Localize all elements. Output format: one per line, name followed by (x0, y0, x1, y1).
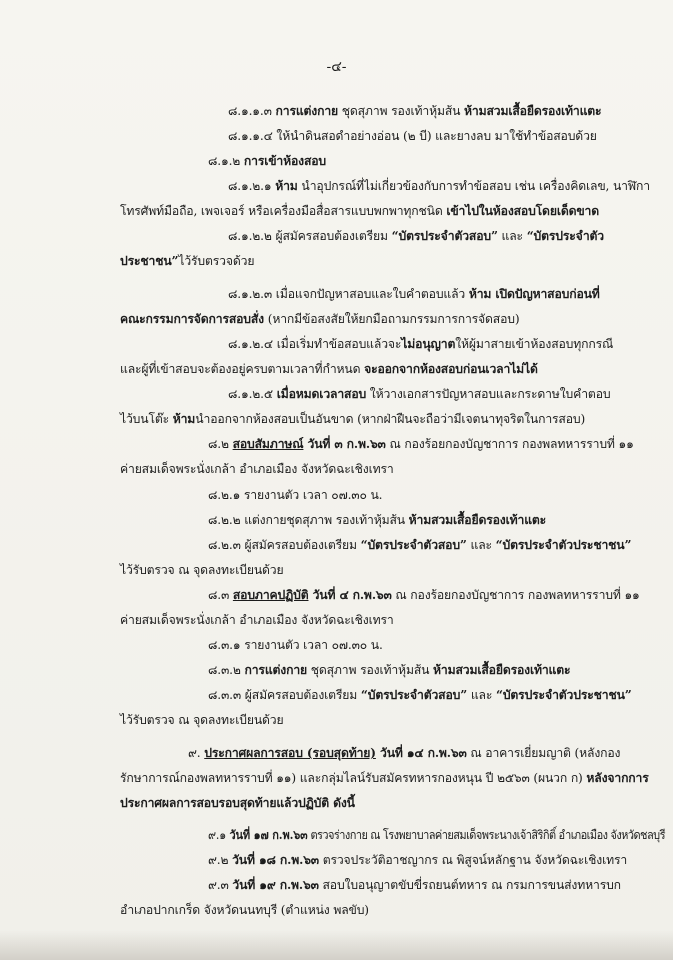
text-bold-underline: สอบภาคปฏิบัติ (232, 588, 309, 602)
text-bold: เมื่อหมดเวลาสอบ (276, 387, 367, 401)
text: ๘.๒ (208, 437, 233, 451)
line-8-3-2 (208, 662, 570, 678)
text: และ (497, 229, 527, 243)
text: และ (467, 688, 496, 702)
line-9-1 (208, 827, 665, 843)
line-8-2-1: ๘.๒.๑ รายงานตัว เวลา ๐๗.๓๐ น. (208, 488, 383, 502)
text: และผู้ที่เข้าสอบจะต้องอยู่ครบตามเวลาที่กำหนด (120, 362, 365, 376)
text-bold: ห้ามสวมเสื้อยืดรองเท้าแตะ (408, 513, 547, 527)
text: ตรวจร่างกาย ณ โรงพยาบาลค่ายสมเด็จพระนางเจ้าสิริกิติ์ อำเภอเมือง จังหวัดชลบุรี (307, 828, 665, 842)
text: (หากมีข้อสงสัยให้ยกมือถามกรรมการการจัดสอบ) (264, 312, 520, 326)
text-bold-underline: สอบสัมภาษณ์ (232, 437, 304, 451)
text-bold: การแต่งกาย (244, 663, 308, 677)
line-8-1-2-3-cont (120, 311, 519, 327)
text: ๘.๓.๒ (208, 663, 245, 677)
text-bold: วันที่ ๓ ก.พ.๖๓ (303, 437, 386, 451)
text-bold-underline: ประกาศผลการสอบ (รอบสุดท้าย) (204, 746, 376, 760)
text: ไว้รับตรวจด้วย (178, 254, 255, 268)
text: ๙. (188, 746, 205, 760)
text: ให้ผู้มาสายเข้าห้องสอบทุกกรณี (455, 337, 614, 351)
line-8-2-2 (208, 512, 546, 528)
text: ไว้บนโต๊ะ (120, 412, 173, 426)
text-bold: ห้าม (275, 179, 298, 193)
line-9-cont-1 (120, 770, 649, 786)
text-bold: “บัตรประจำตัวสอบ” (391, 229, 498, 243)
text-bold: ประชาชน” (120, 254, 179, 268)
line-8-1-1-4: ๘.๑.๑.๔ ให้นำดินสอดำอย่างอ่อน (๒ บี) และยางลบ มาใช้ทำข้อสอบด้วย (228, 129, 597, 143)
line-9-3-cont: อำเภอปากเกร็ด จังหวัดนนทบุรี (ตำแหน่ง พลขับ) (120, 903, 369, 917)
text-bold: ห้าม (172, 412, 196, 426)
text-bold: “บัตรประจำตัวประชาชน” (495, 538, 632, 552)
page-bottom-shadow (0, 930, 673, 960)
page-number: -๔- (326, 59, 347, 75)
text-bold: “บัตรประจำตัวสอบ” (360, 688, 468, 702)
line-8-1-2-4-cont (120, 361, 538, 377)
text-bold: ห้าม เปิดปัญหาสอบก่อนที่ (468, 287, 600, 301)
text-bold: วันที่ ๔ ก.พ.๖๓ (308, 588, 392, 602)
line-8-1-2-5 (228, 386, 610, 402)
text-bold: การเข้าห้องสอบ (243, 154, 327, 168)
line-8-3-1: ๘.๓.๑ รายงานตัว เวลา ๐๗.๓๐ น. (208, 638, 383, 652)
line-8-1-2-3 (228, 286, 600, 302)
text: ๘.๒.๓ ผู้สมัครสอบต้องเตรียม (208, 538, 361, 552)
text: ณ กองร้อยกองบัญชาการ กองพลทหารราบที่ ๑๑ (385, 437, 634, 451)
text: นำอุปกรณ์ที่ไม่เกี่ยวข้องกับการทำข้อสอบ เช่น เครื่องคิดเลข, นาฬิกา (297, 179, 650, 193)
line-9-3 (208, 877, 621, 893)
line-8-2-3 (208, 537, 631, 553)
text: ชุดสุภาพ รองเท้าหุ้มส้น (338, 104, 465, 118)
text-bold: จะออกจากห้องสอบก่อนเวลาไม่ได้ (364, 362, 538, 376)
text: ๘.๑.๒.๑ (228, 179, 276, 193)
text: ๙.๒ (208, 853, 233, 867)
text-bold: “บัตรประจำตัว (526, 229, 604, 243)
text: ๙.๓ (208, 878, 233, 892)
line-9-announcement (188, 745, 620, 761)
text: และ (466, 538, 496, 552)
line-8-3-3-cont: ไว้รับตรวจ ณ จุดลงทะเบียนด้วย (120, 713, 284, 727)
line-8-2-cont: ค่ายสมเด็จพระนั่งเกล้า อำเภอเมือง จังหวัดฉะเชิงเทรา (120, 462, 394, 476)
line-8-2-interview (208, 436, 634, 452)
line-8-3-practical (208, 587, 640, 603)
text: ๘.๑.๒.๓ เมื่อแจกปัญหาสอบและใบคำตอบแล้ว (228, 287, 469, 301)
text-bold: “บัตรประจำตัวประชาชน” (495, 688, 632, 702)
line-8-1-1-3 (228, 103, 601, 119)
text: ให้วางเอกสารปัญหาสอบและกระดาษใบคำตอบ (366, 387, 611, 401)
text-bold: ไม่อนุญาต (401, 337, 456, 351)
text: ณ อาคารเยี่ยมญาติ (หลังกอง (466, 746, 621, 760)
text: นำออกจากห้องสอบเป็นอันขาด (หากฝ่าฝืนจะถือว่ามีเจตนาทุจริตในการสอบ) (195, 412, 586, 426)
text: ๘.๑.๒.๒ ผู้สมัครสอบต้องเตรียม (228, 229, 392, 243)
text-bold: “บัตรประจำตัวสอบ” (360, 538, 467, 552)
text: ๘.๑.๑.๓ (228, 104, 276, 118)
text: ๘.๑.๒.๔ เมื่อเริ่มทำข้อสอบแล้วจะ (228, 337, 402, 351)
line-8-1-2-1 (228, 178, 650, 194)
text-bold: หลังจากการ (586, 771, 649, 785)
line-9-2 (208, 852, 627, 868)
text: สอบใบอนุญาตขับขี่รถยนต์ทหาร ณ กรมการขนส่งทหารบก (318, 878, 621, 892)
text: ๘.๓.๓ ผู้สมัครสอบต้องเตรียม (208, 688, 361, 702)
text-bold: การแต่งกาย (275, 104, 339, 118)
text: ตรวจประวัติอาชญากร ณ พิสูจน์หลักฐาน จังหวัดฉะเชิงเทรา (318, 853, 628, 867)
text-bold: คณะกรรมการจัดการสอบสั่ง (120, 312, 264, 326)
line-8-1-2-4 (228, 336, 613, 352)
line-8-3-cont: ค่ายสมเด็จพระนั่งเกล้า อำเภอเมือง จังหวัดฉะเชิงเทรา (120, 613, 394, 627)
text-bold: เข้าไปในห้องสอบโดยเด็ดขาด (446, 204, 600, 218)
text-bold: วันที่ ๑๔ ก.พ.๖๓ (375, 746, 467, 760)
text-bold: ห้ามสวมเสื้อยืดรองเท้าแตะ (464, 104, 602, 118)
line-8-3-3 (208, 687, 632, 703)
text: รักษาการณ์กองพลทหารราบที่ ๑๑) และกลุ่มไลน์รับสมัครทหารกองหนุน ปี ๒๕๖๓ (ผนวก ก) (120, 771, 587, 785)
text-bold: วันที่ ๑๗ ก.พ.๖๓ (229, 828, 308, 842)
text-bold: ห้ามสวมเสื้อยืดรองเท้าแตะ (433, 663, 571, 677)
line-8-1-2-1-cont (120, 203, 599, 219)
text: โทรศัพท์มือถือ, เพจเจอร์ หรือเครื่องมือสื่อสารแบบพกพาทุกชนิด (120, 204, 447, 218)
line-8-1-2-2-cont (120, 253, 254, 269)
heading-8-1-2 (208, 153, 326, 169)
line-8-1-2-5-cont (120, 411, 585, 427)
line-8-2-3-cont: ไว้รับตรวจ ณ จุดลงทะเบียนด้วย (120, 563, 284, 577)
text: ชุดสุภาพ รองเท้าหุ้มส้น (307, 663, 434, 677)
line-9-cont-2: ประกาศผลการสอบรอบสุดท้ายแล้วปฏิบัติ ดังนี้ (120, 796, 355, 810)
text: ๘.๒.๒ แต่งกายชุดสุภาพ รองเท้าหุ้มส้น (208, 513, 409, 527)
text-bold: วันที่ ๑๘ ก.พ.๖๓ (232, 853, 319, 867)
text: ๙.๑ (208, 828, 230, 842)
text: ๘.๑.๒.๕ (228, 387, 277, 401)
text: ๘.๑.๒ (208, 154, 244, 168)
line-8-1-2-2 (228, 228, 604, 244)
text: ณ กองร้อยกองบัญชาการ กองพลทหารราบที่ ๑๑ (391, 588, 640, 602)
text: ๘.๓ (208, 588, 233, 602)
text-bold: วันที่ ๑๙ ก.พ.๖๓ (232, 878, 319, 892)
